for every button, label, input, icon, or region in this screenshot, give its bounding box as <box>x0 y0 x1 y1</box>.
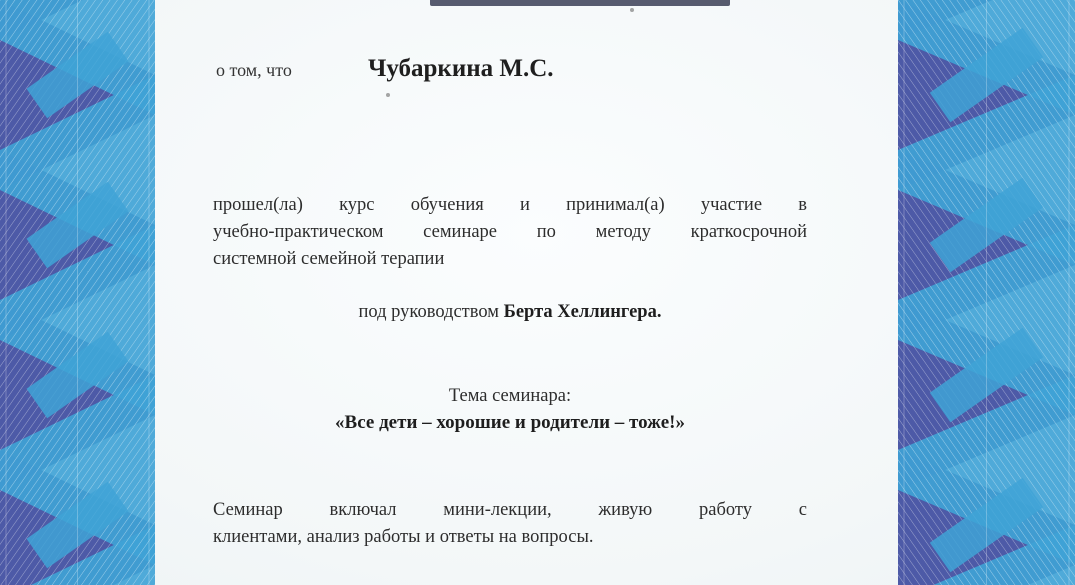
summary-line: Семинар включал мини-лекции, живую работу с <box>213 500 807 520</box>
course-line: учебно-практическом семинаре по методу краткосрочной <box>213 222 807 242</box>
leader-line <box>213 302 807 323</box>
leader-name: Берта Хеллингера. <box>503 302 662 322</box>
topic-title: «Все дети – хорошие и родители – тоже!» <box>335 412 685 433</box>
paper-speck <box>630 8 634 12</box>
leader-prefix: под руководством <box>358 302 499 322</box>
paper-speck <box>386 93 390 97</box>
course-line: прошел(ла) курс обучения и принимал(а) участие в <box>213 195 807 215</box>
recipient-name: Чубаркина М.С. <box>368 55 554 82</box>
summary-paragraph <box>213 497 807 551</box>
intro-label: о том, что <box>216 60 292 80</box>
cropped-heading <box>430 0 730 6</box>
decorative-border-left <box>0 0 155 585</box>
summary-line: клиентами, анализ работы и ответы на вопросы. <box>213 527 594 547</box>
course-paragraph <box>213 192 807 273</box>
topic-label: Тема семинара: <box>448 386 572 406</box>
decorative-border-right <box>898 0 1075 585</box>
course-line: системной семейной терапии <box>213 249 445 269</box>
